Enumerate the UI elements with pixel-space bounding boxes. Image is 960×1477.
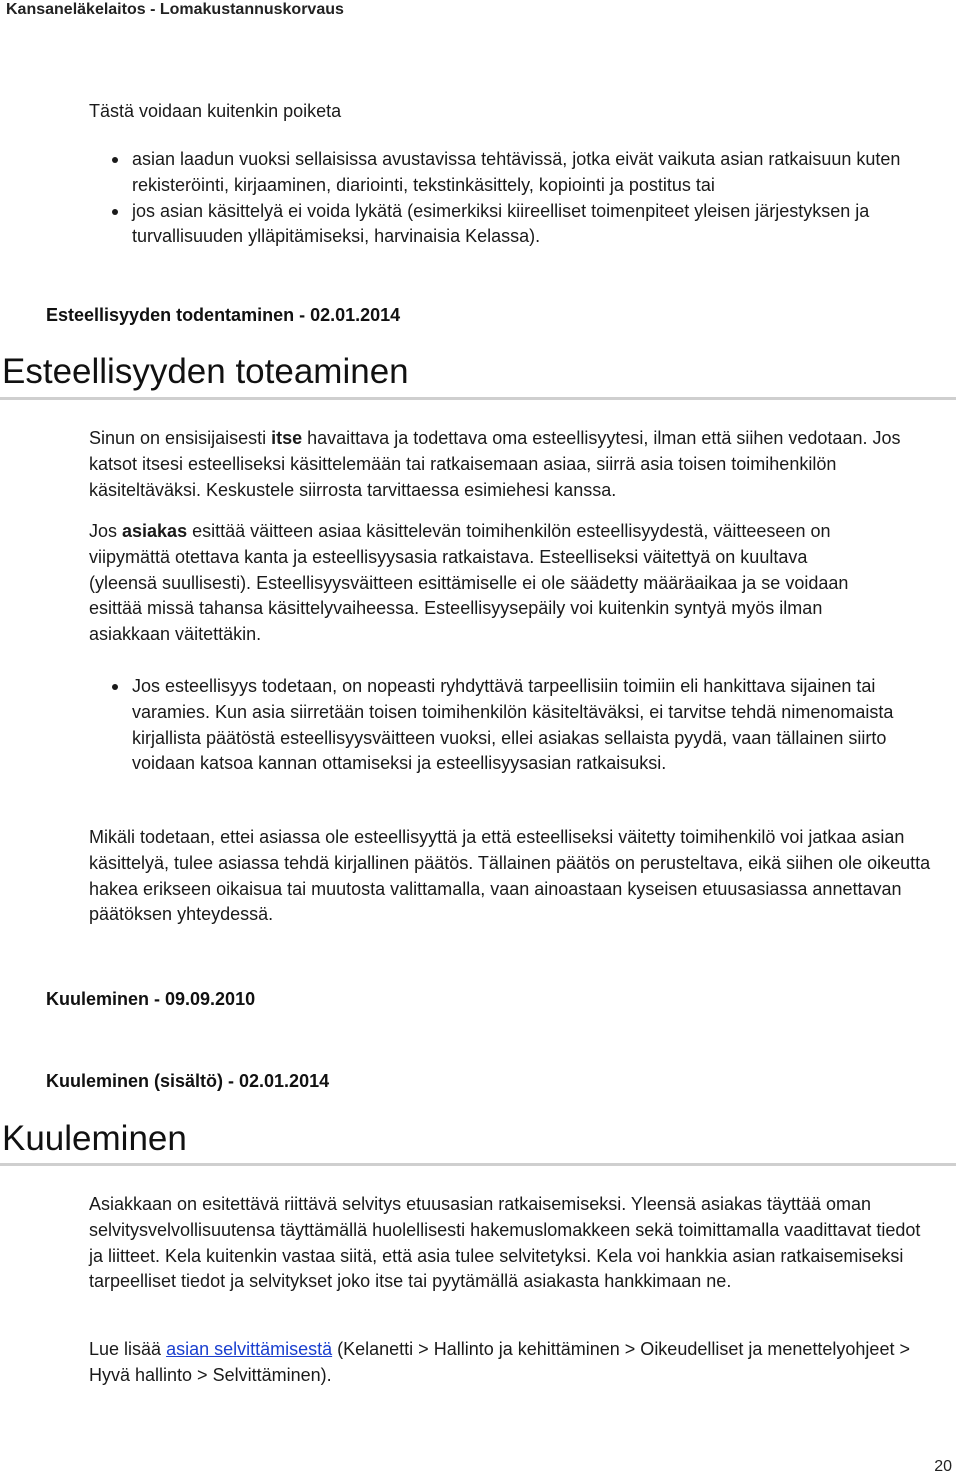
section-heading: Esteellisyyden toteaminen [2,352,409,391]
page-header-title: Kansaneläkelaitos - Lomakustannuskorvaus [6,1,344,18]
emphasis-text: asiakas [122,521,188,541]
heading-divider [0,1163,956,1166]
paragraph-text: Lue lisää [89,1339,167,1359]
asian-selvittamisesta-link[interactable]: asian selvittämisestä [166,1339,333,1359]
paragraph-text: Sinun on ensisijaisesti [89,428,272,448]
list-item: asian laadun vuoksi sellaisissa avustavissa tehtävissä, jotka eivät vaikuta asian ratkaisuun kuten rekisteröinti, kirjaaminen, diariointi, tekstinkäsittely, kopiointi ja postitus tai [108,147,908,199]
paragraph-text: Jos [89,521,123,541]
page-number: 20 [934,1458,952,1475]
paragraph-text: havaittava ja todettava oma esteellisyytesi, ilman että siihen vedotaan. Jos katsot itsesi esteelliseksi käsittelemään tai ratkaisemaan asiaa, siirrä asia toisen toimihenkilön käsiteltäväksi. Keskustele siirrosta tarvittaessa esimiehesi kanssa. [89,428,901,500]
section-subheading: Kuuleminen - 09.09.2010 [46,989,256,1009]
action-list [108,674,908,777]
heading-divider [0,397,956,400]
paragraph: Mikäli todetaan, ettei asiassa ole esteellisyyttä ja että esteelliseksi väitetty toimihenkilö voi jatkaa asian käsittelyä, tulee asiassa tehdä kirjallinen päätös. Tällainen päätös on perusteltava, eikä siihen ole oikeutta hakea erikseen oikaisua tai muutosta valittamalla, vaan ainoastaan kyseisen etuusasiassa annettavan päätöksen yhteydessä. [89,827,931,925]
section-heading: Kuuleminen [2,1119,187,1158]
intro-text: Tästä voidaan kuitenkin poiketa [89,101,342,121]
section-subheading: Kuuleminen (sisältö) - 02.01.2014 [46,1071,330,1091]
paragraph: Asiakkaan on esitettävä riittävä selvitys etuusasian ratkaisemiseksi. Yleensä asiakas täyttää oman selvitysvelvollisuutensa täyttämällä huolellisesti hakemuslomakkeen sekä toimittamalla vaadittavat tiedot ja liitteet. Kela kuitenkin vastaa siitä, että asia tulee selvitetyksi. Kela voi hankkia asian ratkaisemiseksi tarpeelliset tiedot ja selvitykset joko itse tai pyytämällä asiakasta hankkimaan ne. [89,1194,921,1292]
list-item: Jos esteellisyys todetaan, on nopeasti ryhdyttävä tarpeellisiin toimiin eli hankittava sijainen tai varamies. Kun asia siirretään toisen toimihenkilön käsiteltäväksi, ei tarvitse tehdä nimenomaista kirjallista päätöstä esteellisyysväitteen vuoksi, ellei asiakas sellaista pyydä, vaan tällainen siirto voidaan katsoa kannan ottamiseksi ja esteellisyysasian ratkaisuksi. [108,674,908,777]
section-subheading: Esteellisyyden todentaminen - 02.01.2014 [46,305,401,325]
exception-list [108,147,908,250]
emphasis-text: itse [271,428,303,448]
paragraph [89,519,849,648]
paragraph-text: esittää väitteen asiaa käsittelevän toimihenkilön esteellisyydestä, väitteeseen on viipymättä otettava kanta ja esteellisyysasia ratkaistava. Esteelliseksi väitettyä on kuultava (yleensä suullisesti). Esteellisyysväitteen esittämiselle ei ole säädetty määräaikaa ja se voidaan esittää missä tahansa käsittelyvaiheessa. Esteellisyysepäily voi kuitenkin syntyä myös ilman asiakkaan väitettäkin. [89,521,849,645]
paragraph-text: (Kelanetti > Hallinto ja kehittäminen > Oikeudelliset ja menettelyohjeet > Hyvä hallinto > Selvittäminen). [89,1339,910,1385]
list-item: jos asian käsittelyä ei voida lykätä (esimerkiksi kiireelliset toimenpiteet yleisen järjestyksen ja turvallisuuden ylläpitämiseksi, harvinaisia Kelassa). [108,199,908,251]
paragraph [89,426,941,503]
paragraph [89,1337,939,1389]
